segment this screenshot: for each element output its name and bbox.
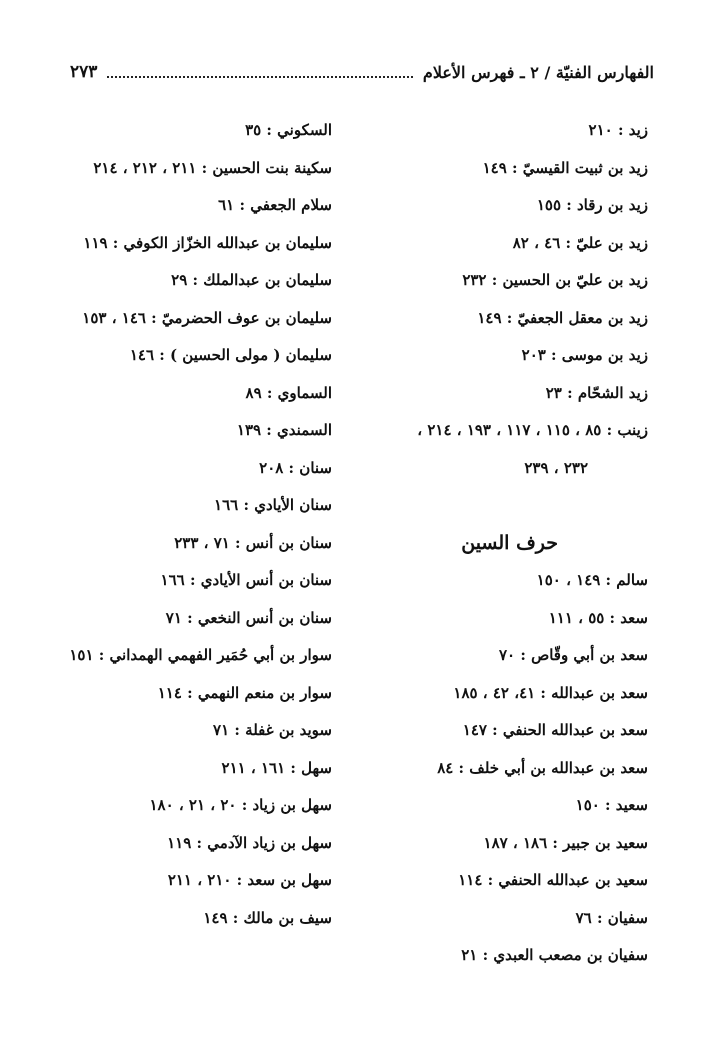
index-entry: السمندي : ١٣٩ xyxy=(236,421,332,439)
index-entry: سهل بن سعد : ٢١٠ ، ٢١١ xyxy=(167,871,332,889)
index-entry: سوار بن منعم النهمي : ١١٤ xyxy=(157,683,332,702)
index-entry: سعيد : ١٥٠ xyxy=(575,796,648,814)
index-entry: زيد بن رقاد : ١٥٥ xyxy=(536,196,648,214)
index-entry: سهل : ١٦١ ، ٢١١ xyxy=(221,758,332,777)
index-entry: سنان بن أنس الأيادي : ١٦٦ xyxy=(160,571,332,589)
section-spacer xyxy=(348,492,648,530)
index-entry: سليمان بن عبدالملك : ٢٩ xyxy=(171,271,332,289)
index-entry: زيد بن معقل الجعفيّ : ١٤٩ xyxy=(477,308,648,327)
index-entry: سهل بن زياد الآدمي : ١١٩ xyxy=(167,833,332,852)
index-entry: سهل بن زياد : ٢٠ ، ٢١ ، ١٨٠ xyxy=(149,796,332,814)
index-entry: سنان الأيادي : ١٦٦ xyxy=(214,496,332,514)
index-entry-continuation: ٢٣٢ ، ٢٣٩ xyxy=(524,458,588,477)
index-entry: سوار بن أبي حُمَير الفهمي الهمداني : ١٥١ xyxy=(69,646,332,664)
index-entry: السماوي : ٨٩ xyxy=(245,383,332,402)
page-number: ٢٧٣ xyxy=(70,62,98,82)
index-entry: زيد : ٢١٠ xyxy=(588,121,648,139)
index-entry: سكينة بنت الحسين : ٢١١ ، ٢١٢ ، ٢١٤ xyxy=(93,158,332,177)
index-entry: سليمان بن عبدالله الخزّاز الكوفي : ١١٩ xyxy=(83,233,332,252)
index-entry: سعد بن عبدالله الحنفي : ١٤٧ xyxy=(462,721,648,739)
index-entry: زيد بن عليّ بن الحسين : ٢٣٢ xyxy=(462,271,648,289)
index-column-left xyxy=(12,117,332,942)
index-entry: سعيد بن عبدالله الحنفي : ١١٤ xyxy=(458,871,648,889)
index-entry: زينب : ٨٥ ، ١١٥ ، ١١٧ ، ١٩٣ ، ٢١٤ ، xyxy=(417,421,648,439)
index-entry: سعد : ٥٥ ، ١١١ xyxy=(548,608,648,627)
index-entry: سفيان : ٧٦ xyxy=(575,908,648,927)
index-entry: سلام الجعفي : ٦١ xyxy=(218,196,332,214)
index-entry: سليمان بن عوف الحضرميّ : ١٤٦ ، ١٥٣ xyxy=(82,308,332,327)
index-entry: زيد بن عليّ : ٤٦ ، ٨٢ xyxy=(512,233,648,252)
index-entry: سنان بن أنس : ٧١ ، ٢٣٣ xyxy=(174,533,332,552)
index-entry: سويد بن غفلة : ٧١ xyxy=(213,721,332,739)
section-heading: حرف السين xyxy=(461,531,558,554)
index-entry: سعد بن أبي وقّاص : ٧٠ xyxy=(498,646,648,664)
index-entry: سيف بن مالك : ١٤٩ xyxy=(203,908,332,927)
index-entry: زيد الشحّام : ٢٣ xyxy=(545,383,648,402)
index-entry: سالم : ١٤٩ ، ١٥٠ xyxy=(536,571,648,589)
index-entry: سعيد بن جبير : ١٨٦ ، ١٨٧ xyxy=(483,833,648,852)
index-entry: سعد بن عبدالله : ٤١، ٤٢ ، ١٨٥ xyxy=(453,683,648,702)
running-header xyxy=(70,58,654,86)
index-entry: زيد بن ثبيت القيسيّ : ١٤٩ xyxy=(482,158,648,177)
header-dot-leader xyxy=(107,66,413,78)
index-entry: زيد بن موسى : ٢٠٣ xyxy=(521,346,648,364)
index-column-right xyxy=(348,117,648,980)
index-entry: سفيان بن مصعب العبدي : ٢١ xyxy=(461,946,648,964)
index-entry: سعد بن عبدالله بن أبي خلف : ٨٤ xyxy=(437,758,648,777)
index-entry: السكوني : ٣٥ xyxy=(245,121,332,139)
index-entry: سليمان ( مولى الحسين ) : ١٤٦ xyxy=(129,346,332,364)
index-entry: سنان : ٢٠٨ xyxy=(259,458,332,477)
header-title: الفهارس الفنيّة / ٢ ـ فهرس الأعلام xyxy=(422,62,654,82)
index-entry: سنان بن أنس النخعي : ٧١ xyxy=(165,608,332,627)
